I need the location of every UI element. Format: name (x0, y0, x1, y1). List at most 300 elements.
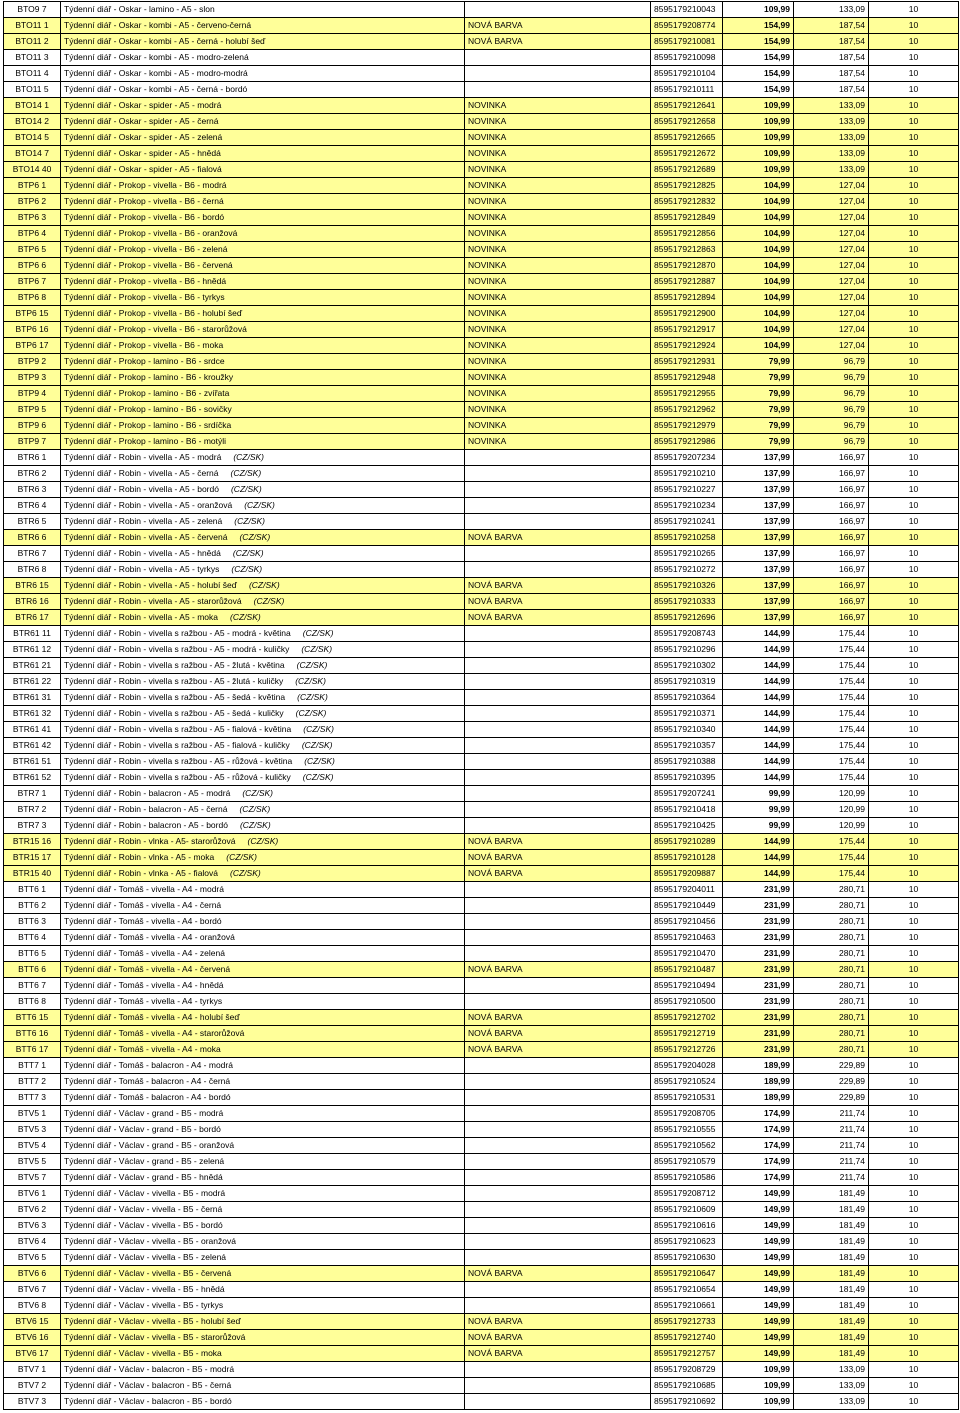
ean-code: 8595179212863 (651, 242, 723, 258)
ean-code: 8595179210357 (651, 738, 723, 754)
price-with-vat: 127,04 (794, 210, 869, 226)
product-note (465, 1074, 651, 1090)
product-name (61, 1234, 465, 1250)
ean-code: 8595179212986 (651, 434, 723, 450)
product-name (61, 1314, 465, 1330)
product-name (61, 930, 465, 946)
product-code: BTR61 12 (4, 642, 61, 658)
product-note (465, 786, 651, 802)
price-without-vat: 104,99 (723, 322, 794, 338)
ean-code: 8595179210418 (651, 802, 723, 818)
price-with-vat: 133,09 (794, 114, 869, 130)
price-without-vat: 99,99 (723, 786, 794, 802)
price-with-vat: 133,09 (794, 130, 869, 146)
product-name (61, 114, 465, 130)
package-quantity: 10 (869, 482, 959, 498)
product-note: NOVINKA (465, 178, 651, 194)
price-with-vat: 96,79 (794, 386, 869, 402)
table-row (4, 242, 959, 258)
product-name (61, 658, 465, 674)
product-code: BTO14 40 (4, 162, 61, 178)
table-row (4, 610, 959, 626)
product-code: BTP6 7 (4, 274, 61, 290)
product-note: NOVINKA (465, 402, 651, 418)
product-name-text: Týdenní diář - Robin - vivella s ražbou - A5 - modrá - květina (64, 628, 291, 638)
package-quantity: 10 (869, 130, 959, 146)
price-without-vat: 144,99 (723, 674, 794, 690)
product-name-text: Týdenní diář - Prokop - lamino - B6 - kroužky (64, 372, 234, 382)
product-code: BTP6 17 (4, 338, 61, 354)
product-name-text: Týdenní diář - Robin - vivella - A5 - starorůžová (64, 596, 242, 606)
table-row (4, 162, 959, 178)
product-code: BTV6 15 (4, 1314, 61, 1330)
product-name-text: Týdenní diář - Robin - vivella - A5 - tyrkys (64, 564, 220, 574)
ean-code: 8595179212832 (651, 194, 723, 210)
price-without-vat: 79,99 (723, 418, 794, 434)
product-code: BTP6 5 (4, 242, 61, 258)
product-code: BTR61 31 (4, 690, 61, 706)
price-with-vat: 211,74 (794, 1154, 869, 1170)
product-name (61, 290, 465, 306)
product-name (61, 66, 465, 82)
product-name-text: Týdenní diář - Tomáš - balacron - A4 - modrá (64, 1060, 233, 1070)
product-code: BTV6 3 (4, 1218, 61, 1234)
product-name-text: Týdenní diář - Prokop - lamino - B6 - zvířata (64, 388, 230, 398)
product-note (465, 1058, 651, 1074)
package-quantity: 10 (869, 610, 959, 626)
product-code: BTR6 4 (4, 498, 61, 514)
product-code: BTV7 3 (4, 1394, 61, 1410)
product-name (61, 210, 465, 226)
product-code: BTR6 15 (4, 578, 61, 594)
product-name (61, 1298, 465, 1314)
package-quantity: 10 (869, 658, 959, 674)
price-with-vat: 229,89 (794, 1074, 869, 1090)
package-quantity: 10 (869, 1074, 959, 1090)
product-note (465, 754, 651, 770)
product-name-text: Týdenní diář - Robin - vivella - A5 - hnědá (64, 548, 221, 558)
price-with-vat: 181,49 (794, 1314, 869, 1330)
package-quantity: 10 (869, 226, 959, 242)
ean-code: 8595179210333 (651, 594, 723, 610)
package-quantity: 10 (869, 738, 959, 754)
ean-code: 8595179210289 (651, 834, 723, 850)
product-name-text: Týdenní diář - Prokop - lamino - B6 - motýli (64, 436, 227, 446)
price-without-vat: 144,99 (723, 722, 794, 738)
product-code: BTV6 6 (4, 1266, 61, 1282)
product-name-text: Týdenní diář - Robin - vivella - A5 - modrá (64, 452, 222, 462)
language-tag: (CZ/SK) (301, 740, 333, 750)
price-with-vat: 181,49 (794, 1218, 869, 1234)
product-name (61, 418, 465, 434)
product-note (465, 1378, 651, 1394)
product-note: NOVINKA (465, 210, 651, 226)
table-row (4, 1298, 959, 1314)
product-note: NOVÁ BARVA (465, 594, 651, 610)
product-code: BTV5 4 (4, 1138, 61, 1154)
product-name-text: Týdenní diář - Oskar - spider - A5 - fialová (64, 164, 222, 174)
package-quantity: 10 (869, 1138, 959, 1154)
product-note (465, 514, 651, 530)
table-row (4, 642, 959, 658)
product-name-text: Týdenní diář - Václav - vivella - B5 - moka (64, 1348, 222, 1358)
table-row (4, 1042, 959, 1058)
price-without-vat: 104,99 (723, 274, 794, 290)
product-name-text: Týdenní diář - Tomáš - vivella - A4 - černá (64, 900, 222, 910)
price-without-vat: 137,99 (723, 530, 794, 546)
language-tag: (CZ/SK) (301, 644, 333, 654)
package-quantity: 10 (869, 994, 959, 1010)
table-row (4, 258, 959, 274)
price-with-vat: 175,44 (794, 626, 869, 642)
product-name-text: Týdenní diář - Prokop - vivella - B6 - modrá (64, 180, 227, 190)
product-name (61, 1026, 465, 1042)
product-note (465, 2, 651, 18)
ean-code: 8595179212955 (651, 386, 723, 402)
product-name-text: Týdenní diář - Tomáš - vivella - A4 - bordó (64, 916, 222, 926)
product-note (465, 930, 651, 946)
price-with-vat: 133,09 (794, 2, 869, 18)
product-name (61, 578, 465, 594)
price-without-vat: 174,99 (723, 1170, 794, 1186)
product-code: BTV6 2 (4, 1202, 61, 1218)
table-row (4, 386, 959, 402)
product-note: NOVINKA (465, 290, 651, 306)
package-quantity: 10 (869, 1010, 959, 1026)
product-name (61, 610, 465, 626)
product-note (465, 66, 651, 82)
package-quantity: 10 (869, 1058, 959, 1074)
product-name (61, 722, 465, 738)
product-note: NOVINKA (465, 98, 651, 114)
package-quantity: 10 (869, 1378, 959, 1394)
table-row (4, 530, 959, 546)
price-with-vat: 187,54 (794, 50, 869, 66)
product-name (61, 978, 465, 994)
package-quantity: 10 (869, 18, 959, 34)
product-name (61, 1138, 465, 1154)
product-code: BTR6 8 (4, 562, 61, 578)
price-with-vat: 127,04 (794, 178, 869, 194)
ean-code: 8595179208743 (651, 626, 723, 642)
ean-code: 8595179210043 (651, 2, 723, 18)
product-note: NOVÁ BARVA (465, 530, 651, 546)
product-name-text: Týdenní diář - Oskar - kombi - A5 - černá - bordó (64, 84, 248, 94)
price-without-vat: 154,99 (723, 82, 794, 98)
product-note: NOVINKA (465, 306, 651, 322)
package-quantity: 10 (869, 514, 959, 530)
table-row (4, 818, 959, 834)
ean-code: 8595179210685 (651, 1378, 723, 1394)
product-note: NOVINKA (465, 194, 651, 210)
price-without-vat: 104,99 (723, 210, 794, 226)
product-name-text: Týdenní diář - Václav - vivella - B5 - modrá (64, 1188, 226, 1198)
price-without-vat: 149,99 (723, 1330, 794, 1346)
product-name-text: Týdenní diář - Robin - vivella s ražbou - A5 - žlutá - kuličky (64, 676, 284, 686)
ean-code: 8595179210258 (651, 530, 723, 546)
table-row (4, 338, 959, 354)
product-name-text: Týdenní diář - Václav - balacron - B5 - modrá (64, 1364, 235, 1374)
table-row (4, 1266, 959, 1282)
price-with-vat: 280,71 (794, 914, 869, 930)
ean-code: 8595179212740 (651, 1330, 723, 1346)
product-code: BTT6 8 (4, 994, 61, 1010)
price-with-vat: 120,99 (794, 802, 869, 818)
product-note (465, 1106, 651, 1122)
language-tag: (CZ/SK) (226, 852, 257, 862)
ean-code: 8595179212696 (651, 610, 723, 626)
price-with-vat: 280,71 (794, 946, 869, 962)
table-row (4, 114, 959, 130)
product-name (61, 1074, 465, 1090)
package-quantity: 10 (869, 274, 959, 290)
table-row (4, 1074, 959, 1090)
ean-code: 8595179212931 (651, 354, 723, 370)
product-code: BTR61 41 (4, 722, 61, 738)
ean-code: 8595179210104 (651, 66, 723, 82)
price-with-vat: 127,04 (794, 322, 869, 338)
product-code: BTO11 4 (4, 66, 61, 82)
ean-code: 8595179210234 (651, 498, 723, 514)
package-quantity: 10 (869, 434, 959, 450)
product-code: BTT6 6 (4, 962, 61, 978)
product-code: BTP6 6 (4, 258, 61, 274)
product-note (465, 1394, 651, 1410)
product-code: BTP9 2 (4, 354, 61, 370)
ean-code: 8595179212948 (651, 370, 723, 386)
product-code: BTV7 2 (4, 1378, 61, 1394)
product-name-text: Týdenní diář - Robin - vivella - A5 - bordó (64, 484, 219, 494)
package-quantity: 10 (869, 1314, 959, 1330)
product-name-text: Týdenní diář - Václav - vivella - B5 - červená (64, 1268, 232, 1278)
product-code: BTV5 3 (4, 1122, 61, 1138)
language-tag: (CZ/SK) (295, 708, 327, 718)
table-row (4, 898, 959, 914)
product-code: BTR61 22 (4, 674, 61, 690)
price-with-vat: 175,44 (794, 642, 869, 658)
product-name-text: Týdenní diář - Prokop - vivella - B6 - moka (64, 340, 224, 350)
price-without-vat: 144,99 (723, 642, 794, 658)
price-without-vat: 137,99 (723, 514, 794, 530)
table-row (4, 882, 959, 898)
price-without-vat: 154,99 (723, 50, 794, 66)
product-name (61, 642, 465, 658)
ean-code: 8595179212689 (651, 162, 723, 178)
ean-code: 8595179210319 (651, 674, 723, 690)
price-with-vat: 280,71 (794, 882, 869, 898)
ean-code: 8595179212726 (651, 1042, 723, 1058)
ean-code: 8595179210128 (651, 850, 723, 866)
product-code: BTO9 7 (4, 2, 61, 18)
product-code: BTR6 7 (4, 546, 61, 562)
ean-code: 8595179212702 (651, 1010, 723, 1026)
ean-code: 8595179210487 (651, 962, 723, 978)
price-without-vat: 79,99 (723, 370, 794, 386)
product-name-text: Týdenní diář - Václav - grand - B5 - zelená (64, 1156, 225, 1166)
package-quantity: 10 (869, 162, 959, 178)
ean-code: 8595179210692 (651, 1394, 723, 1410)
table-row (4, 274, 959, 290)
product-code: BTT6 2 (4, 898, 61, 914)
product-name-text: Týdenní diář - Robin - vivella s ražbou - A5 - růžová - květina (64, 756, 293, 766)
ean-code: 8595179210661 (651, 1298, 723, 1314)
product-code: BTV6 7 (4, 1282, 61, 1298)
product-code: BTP9 4 (4, 386, 61, 402)
product-name-text: Týdenní diář - Václav - vivella - B5 - holubí šeď (64, 1316, 241, 1326)
price-without-vat: 104,99 (723, 338, 794, 354)
price-with-vat: 96,79 (794, 418, 869, 434)
price-without-vat: 99,99 (723, 802, 794, 818)
product-code: BTR7 2 (4, 802, 61, 818)
price-without-vat: 104,99 (723, 226, 794, 242)
price-without-vat: 154,99 (723, 66, 794, 82)
price-with-vat: 96,79 (794, 402, 869, 418)
table-row (4, 674, 959, 690)
table-body (4, 2, 959, 1410)
package-quantity: 10 (869, 1218, 959, 1234)
price-without-vat: 104,99 (723, 258, 794, 274)
language-tag: (CZ/SK) (295, 676, 326, 686)
package-quantity: 10 (869, 706, 959, 722)
ean-code: 8595179210579 (651, 1154, 723, 1170)
price-with-vat: 127,04 (794, 338, 869, 354)
ean-code: 8595179204028 (651, 1058, 723, 1074)
table-row (4, 1202, 959, 1218)
price-with-vat: 181,49 (794, 1282, 869, 1298)
price-without-vat: 137,99 (723, 450, 794, 466)
product-name-text: Týdenní diář - Prokop - vivella - B6 - zelená (64, 244, 228, 254)
product-name-text: Týdenní diář - Robin - vivella s ražbou - A5 - šedá - kuličky (64, 708, 284, 718)
ean-code: 8595179212900 (651, 306, 723, 322)
product-name-text: Týdenní diář - Robin - vivella s ražbou - A5 - žlutá - květina (64, 660, 285, 670)
table-row (4, 98, 959, 114)
package-quantity: 10 (869, 498, 959, 514)
product-name (61, 1202, 465, 1218)
language-tag: (CZ/SK) (239, 804, 271, 814)
language-tag: (CZ/SK) (232, 548, 264, 558)
product-note: NOVÁ BARVA (465, 1330, 651, 1346)
package-quantity: 10 (869, 946, 959, 962)
price-with-vat: 166,97 (794, 546, 869, 562)
price-without-vat: 174,99 (723, 1122, 794, 1138)
product-name (61, 1010, 465, 1026)
price-with-vat: 280,71 (794, 978, 869, 994)
product-name (61, 226, 465, 242)
ean-code: 8595179212962 (651, 402, 723, 418)
ean-code: 8595179212672 (651, 146, 723, 162)
table-row (4, 626, 959, 642)
price-without-vat: 79,99 (723, 402, 794, 418)
package-quantity: 10 (869, 66, 959, 82)
package-quantity: 10 (869, 594, 959, 610)
price-with-vat: 187,54 (794, 82, 869, 98)
price-with-vat: 127,04 (794, 194, 869, 210)
product-name (61, 1170, 465, 1186)
product-code: BTP6 16 (4, 322, 61, 338)
price-with-vat: 181,49 (794, 1346, 869, 1362)
product-note: NOVÁ BARVA (465, 962, 651, 978)
product-code: BTP9 6 (4, 418, 61, 434)
price-without-vat: 109,99 (723, 162, 794, 178)
product-name (61, 274, 465, 290)
price-with-vat: 133,09 (794, 1362, 869, 1378)
language-tag: (CZ/SK) (303, 724, 334, 734)
product-name (61, 1186, 465, 1202)
product-code: BTR61 51 (4, 754, 61, 770)
product-code: BTR61 42 (4, 738, 61, 754)
product-note (465, 914, 651, 930)
table-row (4, 2, 959, 18)
price-without-vat: 231,99 (723, 930, 794, 946)
language-tag: (CZ/SK) (242, 788, 274, 798)
product-code: BTR61 52 (4, 770, 61, 786)
price-with-vat: 187,54 (794, 34, 869, 50)
language-tag: (CZ/SK) (247, 836, 279, 846)
product-note (465, 994, 651, 1010)
product-note (465, 466, 651, 482)
ean-code: 8595179212757 (651, 1346, 723, 1362)
table-row (4, 546, 959, 562)
product-name (61, 1362, 465, 1378)
table-row (4, 178, 959, 194)
price-without-vat: 109,99 (723, 1378, 794, 1394)
product-note: NOVÁ BARVA (465, 834, 651, 850)
table-row (4, 1154, 959, 1170)
product-name (61, 1394, 465, 1410)
package-quantity: 10 (869, 1298, 959, 1314)
table-row (4, 1010, 959, 1026)
product-code: BTR15 40 (4, 866, 61, 882)
package-quantity: 10 (869, 1186, 959, 1202)
ean-code: 8595179212917 (651, 322, 723, 338)
price-without-vat: 137,99 (723, 466, 794, 482)
product-name-text: Týdenní diář - Oskar - spider - A5 - modrá (64, 100, 222, 110)
product-name (61, 354, 465, 370)
ean-code: 8595179212979 (651, 418, 723, 434)
table-row (4, 1346, 959, 1362)
product-name (61, 866, 465, 882)
product-note: NOVINKA (465, 418, 651, 434)
product-name (61, 194, 465, 210)
table-row (4, 210, 959, 226)
package-quantity: 10 (869, 530, 959, 546)
price-without-vat: 137,99 (723, 610, 794, 626)
price-with-vat: 181,49 (794, 1202, 869, 1218)
product-note (465, 674, 651, 690)
table-row (4, 1026, 959, 1042)
price-with-vat: 211,74 (794, 1170, 869, 1186)
ean-code: 8595179210609 (651, 1202, 723, 1218)
product-code: BTP9 5 (4, 402, 61, 418)
product-note (465, 82, 651, 98)
ean-code: 8595179210081 (651, 34, 723, 50)
price-with-vat: 280,71 (794, 1010, 869, 1026)
table-row (4, 1106, 959, 1122)
price-with-vat: 280,71 (794, 994, 869, 1010)
price-with-vat: 166,97 (794, 450, 869, 466)
price-with-vat: 133,09 (794, 162, 869, 178)
product-note: NOVÁ BARVA (465, 1026, 651, 1042)
product-code: BTR61 21 (4, 658, 61, 674)
package-quantity: 10 (869, 370, 959, 386)
price-without-vat: 144,99 (723, 738, 794, 754)
product-name (61, 370, 465, 386)
table-row (4, 1378, 959, 1394)
table-row (4, 34, 959, 50)
product-code: BTO11 5 (4, 82, 61, 98)
product-note (465, 1122, 651, 1138)
price-without-vat: 109,99 (723, 98, 794, 114)
